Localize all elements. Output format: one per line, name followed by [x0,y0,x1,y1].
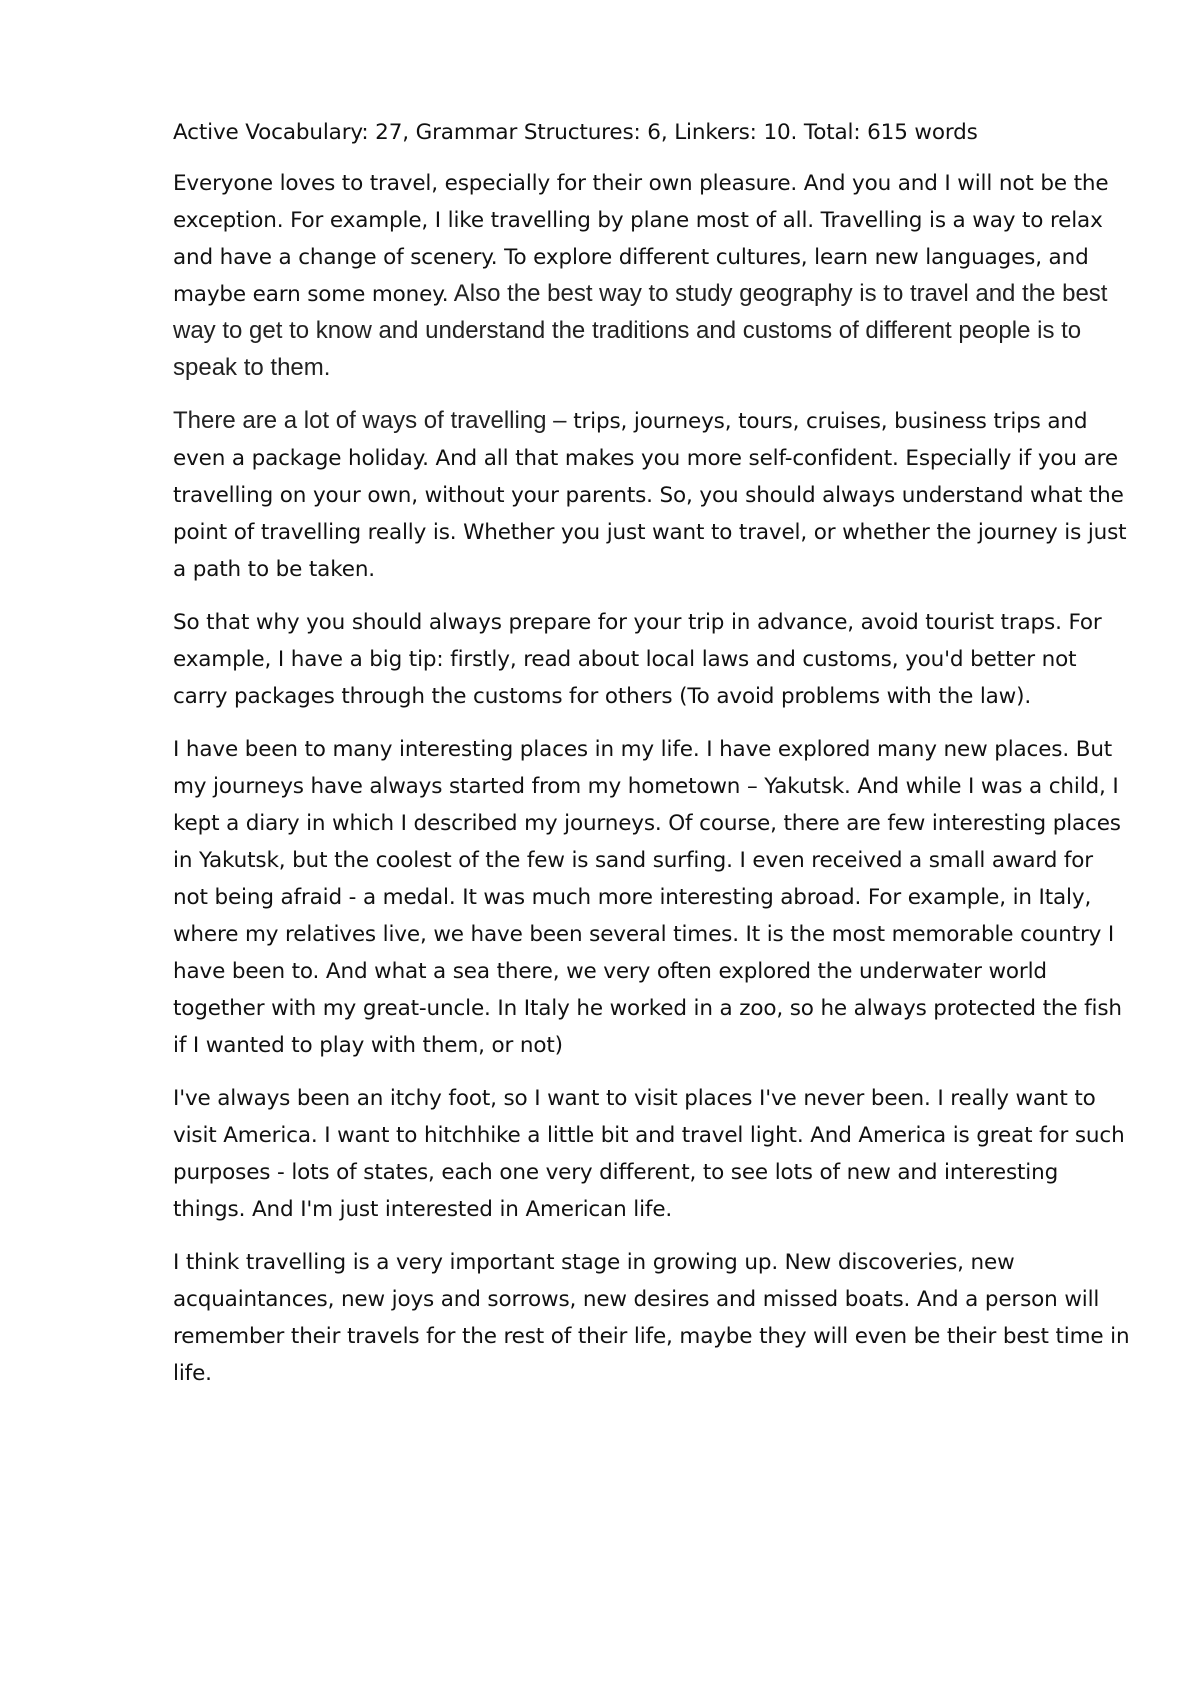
paragraph-intro-text: Everyone loves to travel, especially for their own pleasure. And you and I will not be the exception. For example, I like travelling by plane most of all. Travelling is a way to relax and have a change of scenery. To explore different cultures, learn new languages, and maybe earn some money. [173,171,1109,307]
paragraph-ways-lead: There are a lot of ways of travelling – [173,407,567,434]
paragraph-intro-quote: Also the best way to study geography is to travel and the best way to get to know and understand the traditions and customs of different people is to speak to them. [173,280,1108,381]
word-count-header: Active Vocabulary: 27, Grammar Structures: 6, Linkers: 10. Total: 615 words [173,120,978,145]
paragraph-preparation: So that why you should always prepare for your trip in advance, avoid tourist traps. For example, I have a big tip: firstly, read about local laws and customs, you'd better not carry packages through the customs for others (To avoid problems with the law). [173,610,1102,709]
document-body [173,114,1133,1408]
paragraph-america: I've always been an itchy foot, so I want to visit places I've never been. I really want to visit America. I want to hitchhike a little bit and travel light. And America is great for such purposes - lots of states, each one very different, to see lots of new and interesting things. And I'm just interested in American life. [173,1086,1125,1222]
paragraph-conclusion: I think travelling is a very important stage in growing up. New discoveries, new acquaintances, new joys and sorrows, new desires and missed boats. And a person will remember their travels for the rest of their life, maybe they will even be their best time in life. [173,1250,1130,1386]
paragraph-intro [173,165,1133,387]
paragraph-ways-of-travelling [173,403,1133,588]
paragraph-experiences: I have been to many interesting places in my life. I have explored many new places. But my journeys have always started from my hometown – Yakutsk. And while I was a child, I kept a diary in which I described my journeys. Of course, there are few interesting places in Yakutsk, but the coolest of the few is sand surfing. I even received a small award for not being afraid - a medal. It was much more interesting abroad. For example, in Italy, where my relatives live, we have been several times. It is the most memorable country I have been to. And what a sea there, we very often explored the underwater world together with my great-uncle. In Italy he worked in a zoo, so he always protected the fish if I wanted to play with them, or not) [173,737,1122,1058]
paragraph-ways-text: trips, journeys, tours, cruises, business trips and even a package holiday. And all that makes you more self-confident. Especially if you are travelling on your own, without your parents. So, you should always understand what the point of travelling really is. Whether you just want to travel, or whether the journey is just a path to be taken. [173,409,1127,582]
